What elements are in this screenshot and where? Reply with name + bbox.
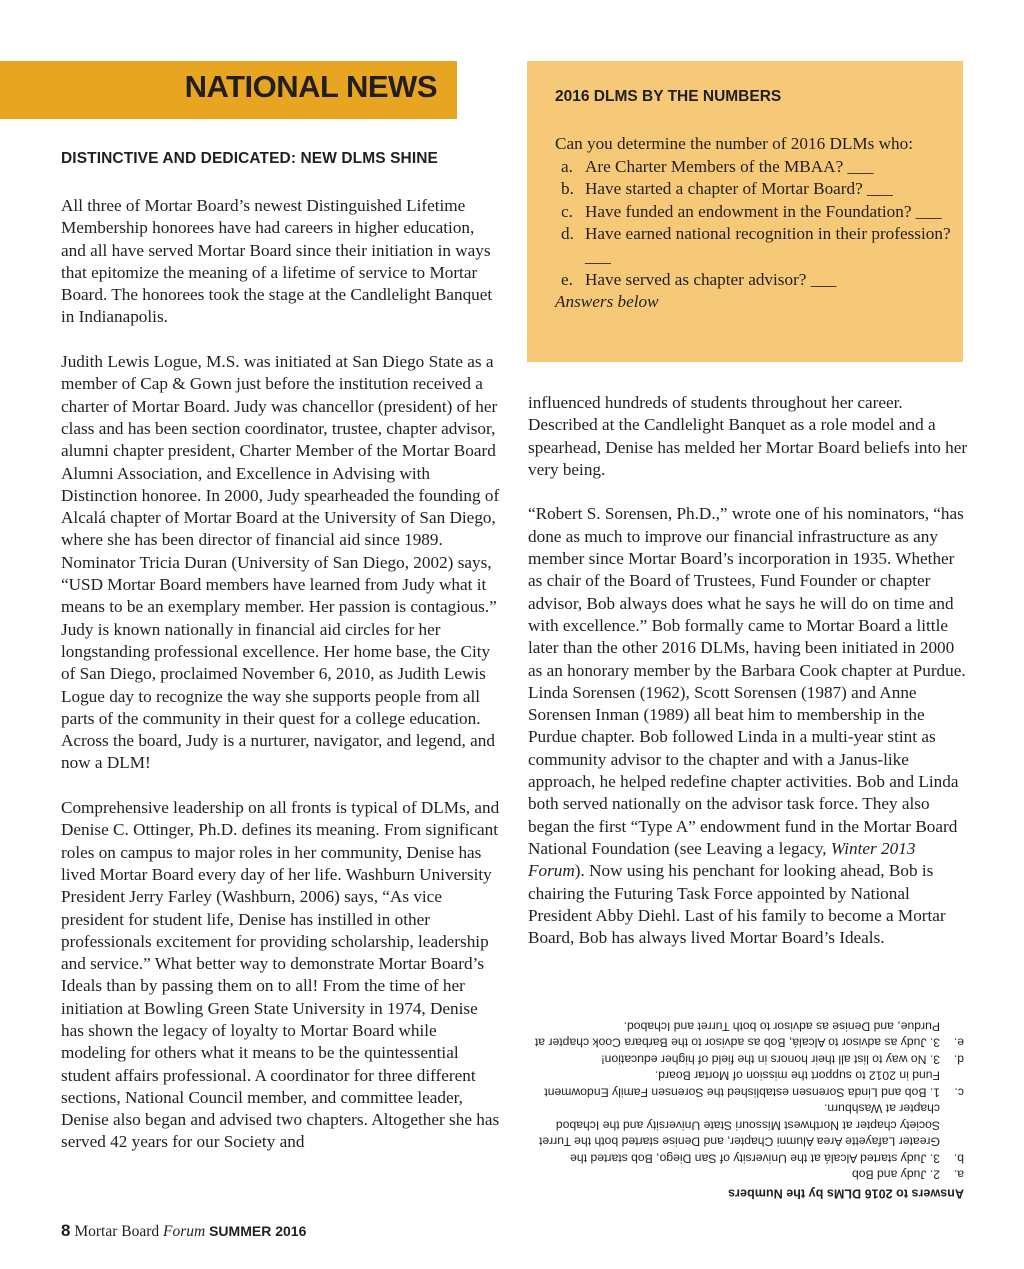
left-column: [61, 195, 501, 1154]
sidebar-intro: Can you determine the number of 2016 DLMs who:: [555, 134, 914, 153]
answer-text: 3. Judy started Alcalá at the University of San Diego, Bob started the Greater Lafayette Area Alumni Chapter, and Denise started both the Turret Society chapter at Northwest Missouri State University and the Ichabod chapter at Washburn.: [538, 1102, 940, 1166]
quiz-letter: e.: [561, 269, 573, 289]
article-headline: DISTINCTIVE AND DEDICATED: NEW DLMS SHINE: [61, 150, 438, 167]
answer-letter: d.: [953, 1052, 964, 1067]
answer-letter: c.: [954, 1085, 964, 1100]
sidebar-body: [555, 133, 955, 314]
quiz-item: [555, 178, 955, 201]
answer-item: [528, 1051, 964, 1068]
quiz-item: [555, 223, 955, 268]
quiz-text: Are Charter Members of the MBAA? ___: [585, 156, 874, 176]
upside-down-answers: [528, 1018, 964, 1202]
answer-letter: b.: [953, 1151, 964, 1166]
quiz-text: Have served as chapter advisor? ___: [585, 269, 837, 289]
publication-name-italic: Forum: [163, 1223, 206, 1240]
answer-letter: e.: [953, 1036, 964, 1050]
article-paragraph: influenced hundreds of students throughout her career. Described at the Candlelight Banquet as a role model and a spearhead, Denise has melded her Mortar Board beliefs into her very being.: [528, 393, 968, 479]
paragraph-text: ). Now using his penchant for looking ahead, Bob is chairing the Futuring Task Force appointed by National President Abby Diehl. Last of his family to become a Mortar Board, Bob has always lived Mortar Board’s Ideals.: [528, 861, 946, 948]
paragraph-text: “Robert S. Sorensen, Ph.D.,” wrote one of his nominators, “has done as much to improve our financial infrastructure as any member since Mortar Board’s incorporation in 1935. Whether as chair of the Board of Trustees, Fund Founder or chapter advisor, Bob always does what he says he will do on time and with excellence.” Bob formally came to Mortar Board a little later than the other 2016 DLMs, having been initiated in 2000 as an honorary member by the Barbara Cook chapter at Purdue. Linda Sorensen (1962), Scott Sorensen (1987) and Anne Sorensen Inman (1989) all beat him to membership in the Purdue chapter. Bob followed Linda in a multi-year stint as community advisor to the chapter and with a Janus-like approach, he helped redefine chapter activities. Bob and Linda both served nationally on the advisor task force. They also began the first “Type A” endowment fund in the Mortar Board National Foundation (see Leaving a legacy,: [528, 504, 966, 858]
issue-label: SUMMER 2016: [209, 1223, 307, 1239]
answers-title: Answers to 2016 DLMs by the Numbers: [728, 1186, 964, 1201]
quiz-letter: b.: [561, 179, 574, 199]
page-number: 8: [61, 1221, 71, 1240]
quiz-text: Have funded an endowment in the Foundation? ___: [585, 201, 942, 221]
answers-note: Answers below: [555, 292, 659, 312]
answer-letter: a.: [953, 1168, 964, 1182]
article-paragraph: [528, 503, 968, 949]
quiz-item: [555, 269, 955, 292]
article-paragraph: All three of Mortar Board’s newest Distinguished Lifetime Membership honorees have had careers in higher education, and all have served Mortar Board since their initiation in ways that epitomize the meaning of a lifetime of service to Mortar Board. The honorees took the stage at the Candlelight Banquet in Indianapolis.: [61, 196, 493, 327]
section-title: NATIONAL NEWS: [184, 69, 437, 104]
answer-item: [528, 1167, 964, 1184]
publication-reference: Winter 2013 Forum: [528, 838, 916, 881]
section-banner: [0, 61, 457, 119]
answer-item: [528, 1068, 964, 1101]
answer-item: [528, 1018, 964, 1051]
quiz-text: Have earned national recognition in their profession? ___: [585, 224, 951, 266]
quiz-letter: c.: [561, 201, 573, 221]
quiz-text: Have started a chapter of Mortar Board? ___: [585, 179, 893, 199]
quiz-letter: a.: [561, 156, 573, 176]
quiz-item: [555, 156, 955, 179]
article-paragraph: Judith Lewis Logue, M.S. was initiated at San Diego State as a member of Cap & Gown just before the institution received a charter of Mortar Board. Judy was chancellor (president) of her class and has been section coordinator, trustee, chapter advisor, alumni chapter president, Charter Member of the Mortar Board Alumni Association, and Excellence in Advising with Distinction honoree. In 2000, Judy spearheaded the founding of Alcalá chapter of Mortar Board at the University of San Diego, where she has been director of financial aid since 1989. Nominator Tricia Duran (University of San Diego, 2002) says, “USD Mortar Board members have learned from Judy what it means to be an exemplary member. Her passion is contagious.” Judy is known nationally in financial aid circles for her longstanding professional excellence. Her home base, the City of San Diego, proclaimed November 6, 2010, as Judith Lewis Logue day to recognize the way she supports people from all parts of the community in their quest for a college education. Across the board, Judy is a nurturer, navigator, and legend, and now a DLM!: [61, 352, 500, 773]
answer-item: [528, 1101, 964, 1167]
quiz-item: [555, 201, 955, 224]
sidebar-title: 2016 DLMS BY THE NUMBERS: [555, 88, 782, 105]
article-paragraph: Comprehensive leadership on all fronts is typical of DLMs, and Denise C. Ottinger, Ph.D. defines its meaning. From significant roles on campus to major roles in her community, Denise has lived Mortar Board every day of her life. Washburn University President Jerry Farley (Washburn, 2006) says, “As vice president for student life, Denise has instilled in other professionals excitement for providing scholarship, leadership and service.” What better way to demonstrate Mortar Board’s Ideals than by passing them on to all! From the time of her initiation at Bowling Green State University in 1974, Denise has shown the legacy of loyalty to Mortar Board while modeling for others what it means to be the quintessential student affairs professional. A coordinator for three different sections, National Council member, and committee leader, Denise also began and advised two chapters. Altogether she has served 42 years for our Society and: [61, 798, 500, 1152]
answer-text: 3. No way to list all their honors in the field of higher education!: [601, 1052, 940, 1067]
sidebar-box: [527, 61, 963, 362]
answer-text: 3. Judy as advisor to Alcalá, Bob as advisor to the Barbara Cook chapter at Purdue, and Denise as advisor to both Turret and Ichabod.: [534, 1019, 940, 1050]
quiz-letter: d.: [561, 224, 574, 244]
publication-name: Mortar Board: [74, 1223, 160, 1240]
page-footer: [61, 1221, 306, 1241]
answer-text: 1. Bob and Linda Sorensen established the Sorensen Family Endowment Fund in 2012 to support the mission of Mortar Board.: [544, 1069, 940, 1100]
answer-text: 2. Judy and Bob: [851, 1168, 940, 1182]
right-column: [528, 392, 968, 949]
